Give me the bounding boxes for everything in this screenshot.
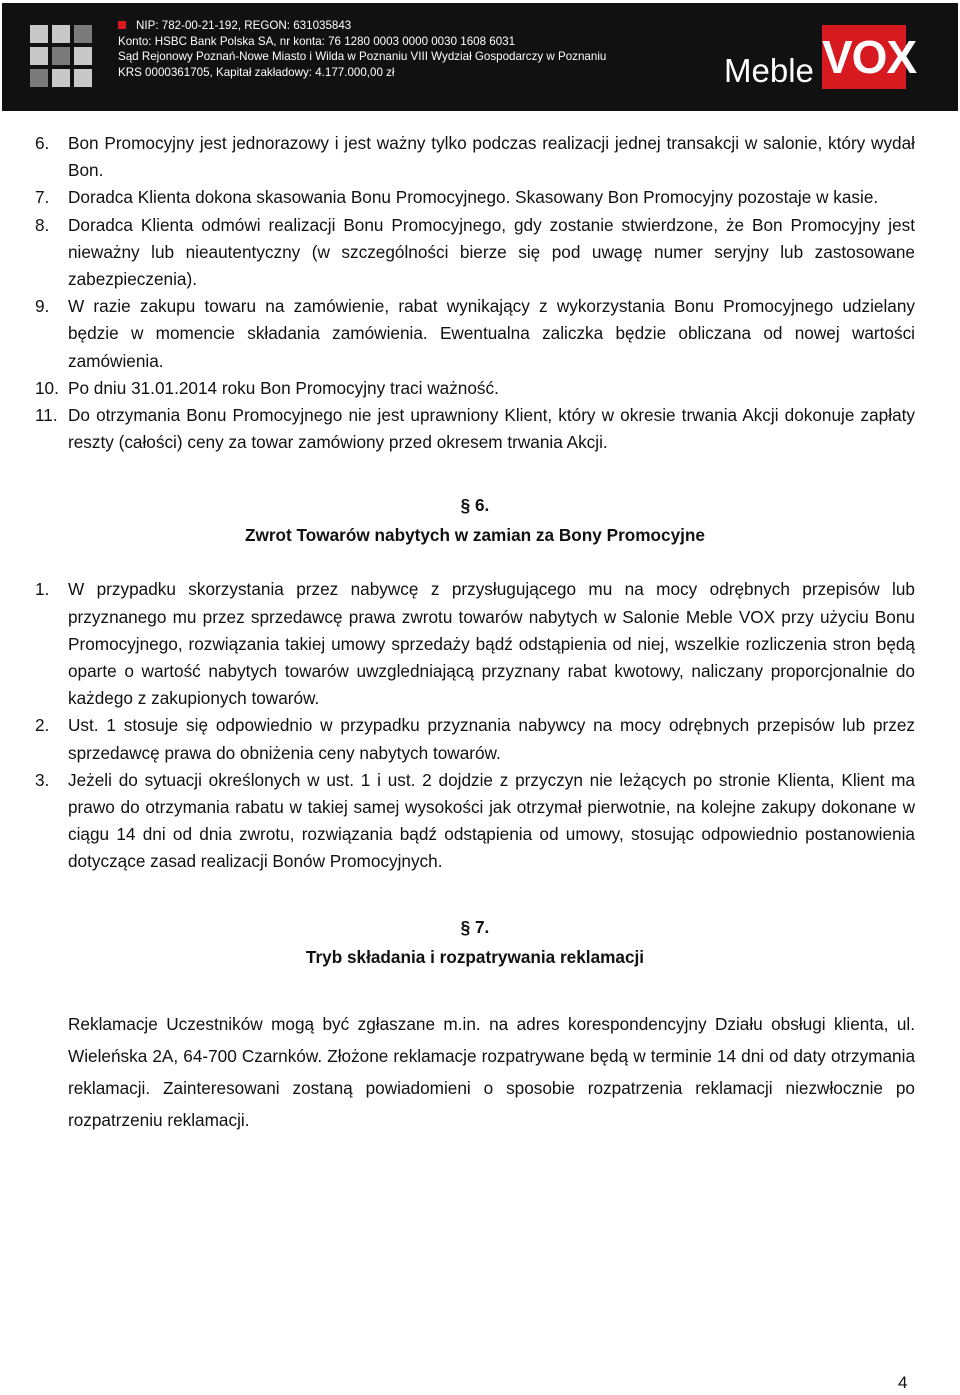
logo-squares-icon	[30, 25, 94, 89]
item-text: Doradca Klienta dokona skasowania Bonu Promocyjnego. Skasowany Bon Promocyjny pozostaje w kasie.	[68, 187, 879, 208]
complaints-paragraph: Reklamacje Uczestników mogą być zgłaszane m.in. na adres korespondencyjny Działu obsługi klienta, ul. Wieleńska 2A, 64-700 Czarnków. Złożone reklamacje rozpatrywane będą w terminie 14 dni od daty otrzymania reklamacji. Zainteresowani zostaną powiadomieni o sposobie rozpatrzenia reklamacji niezwłocznie po rozpatrzeniu reklamacji.	[68, 1013, 915, 1130]
company-info	[118, 18, 606, 80]
item-number: 3.	[35, 769, 50, 790]
item-text: Jeżeli do sytuacji określonych w ust. 1 i ust. 2 dojdzie z przyczyn nie leżących po stronie Klienta, Klient ma prawo do otrzymania rabatu w takiej samej wysokości jak otrzymał pierwotnie, na kolejne zakupy dokonane w ciągu 14 dni od dnia zwrotu, rozwiązania bądź odstąpienia od umowy, stosując odpowiednio postanowienia dotyczące zasad realizacji Bonów Promocyjnych.	[68, 769, 915, 872]
list-item	[35, 212, 915, 294]
item-number: 7.	[35, 187, 50, 208]
item-number: 2.	[35, 715, 50, 736]
brand-name: Meble	[724, 52, 814, 89]
item-number: 11.	[35, 405, 58, 426]
item-number: 9.	[35, 296, 50, 317]
list-item	[35, 576, 915, 712]
item-text: Doradca Klienta odmówi realizacji Bonu Promocyjnego, gdy zostanie stwierdzone, że Bon Promocyjny jest nieważny lub nieautentyczny (w szczególności bierze się pod uwagę numer seryjny lub zastosowane zabezpieczenia).	[68, 214, 915, 290]
section-7-title: Tryb składania i rozpatrywania reklamacji	[305, 946, 645, 967]
item-text: W razie zakupu towaru na zamówienie, rabat wynikający z wykorzystania Bonu Promocyjnego udzielany będzie w momencie składania zamówienia. Ewentualna zaliczka będzie obliczana od nowej wartości zamówienia.	[68, 296, 915, 371]
item-text: W przypadku skorzystania przez nabywcę z przysługującego mu na mocy odrębnych przepisów lub przyznanego mu przez sprzedawcę prawa zwrotu towarów nabytych w Salonie Meble VOX przy użyciu Bonu Promocyjnego, rozwiązania takiej umowy sprzedaży bądź odstąpienia od niej, wszelkie rozliczenia stron będą oparte o wartość nabytych towarów uwzgledniającą przyznany rabat kwotowy, naliczany proporcjonalnie do każdego z zakupionych towarów.	[68, 579, 915, 709]
item-text: Ust. 1 stosuje się odpowiednio w przypadku przyznania nabywcy na mocy odrębnych przepisów lub przez sprzedawcę prawa do obniżenia ceny nabytych towarów.	[68, 715, 915, 763]
list-item	[35, 767, 915, 876]
item-number: 8.	[35, 214, 50, 235]
section-6-title: Zwrot Towarów nabytych w zamian za Bony Promocyjne	[244, 525, 705, 546]
page-number: 4	[898, 1373, 908, 1392]
section-6-number: § 6.	[460, 495, 490, 516]
company-nip: NIP: 782-00-21-192, REGON: 631035843	[136, 19, 352, 32]
section-7-number: § 7.	[460, 916, 490, 937]
list-item	[35, 402, 915, 456]
list-item	[35, 712, 915, 766]
list-item	[35, 293, 915, 375]
list-item	[35, 375, 915, 402]
item-text: Do otrzymania Bonu Promocyjnego nie jest uprawniony Klient, który w okresie trwania Akcji dokonuje zapłaty reszty (całości) ceny za towar zamówiony przed okresem trwania Akcji.	[68, 405, 915, 453]
item-text: Bon Promocyjny jest jednorazowy i jest ważny tylko podczas realizacji jednej transakcji w salonie, który wydał Bon.	[68, 133, 915, 181]
letterhead	[2, 3, 958, 111]
brand-logo-box: VOX	[822, 25, 906, 89]
list-item	[35, 184, 915, 211]
item-number: 1.	[35, 579, 50, 600]
company-krs: KRS 0000361705, Kapitał zakładowy: 4.177.000,00 zł	[118, 65, 395, 79]
item-number: 10.	[35, 377, 59, 398]
document-body	[35, 130, 915, 1136]
company-court: Sąd Rejonowy Poznań-Nowe Miasto i Wilda w Poznaniu VIII Wydział Gospodarczy w Poznaniu	[118, 50, 607, 63]
item-text: Po dniu 31.01.2014 roku Bon Promocyjny traci ważność.	[68, 377, 499, 398]
item-number: 6.	[35, 133, 50, 153]
list-item	[35, 130, 915, 184]
company-bank-account: Konto: HSBC Bank Polska SA, nr konta: 76 1280 0003 0000 0030 1608 6031	[118, 34, 516, 48]
